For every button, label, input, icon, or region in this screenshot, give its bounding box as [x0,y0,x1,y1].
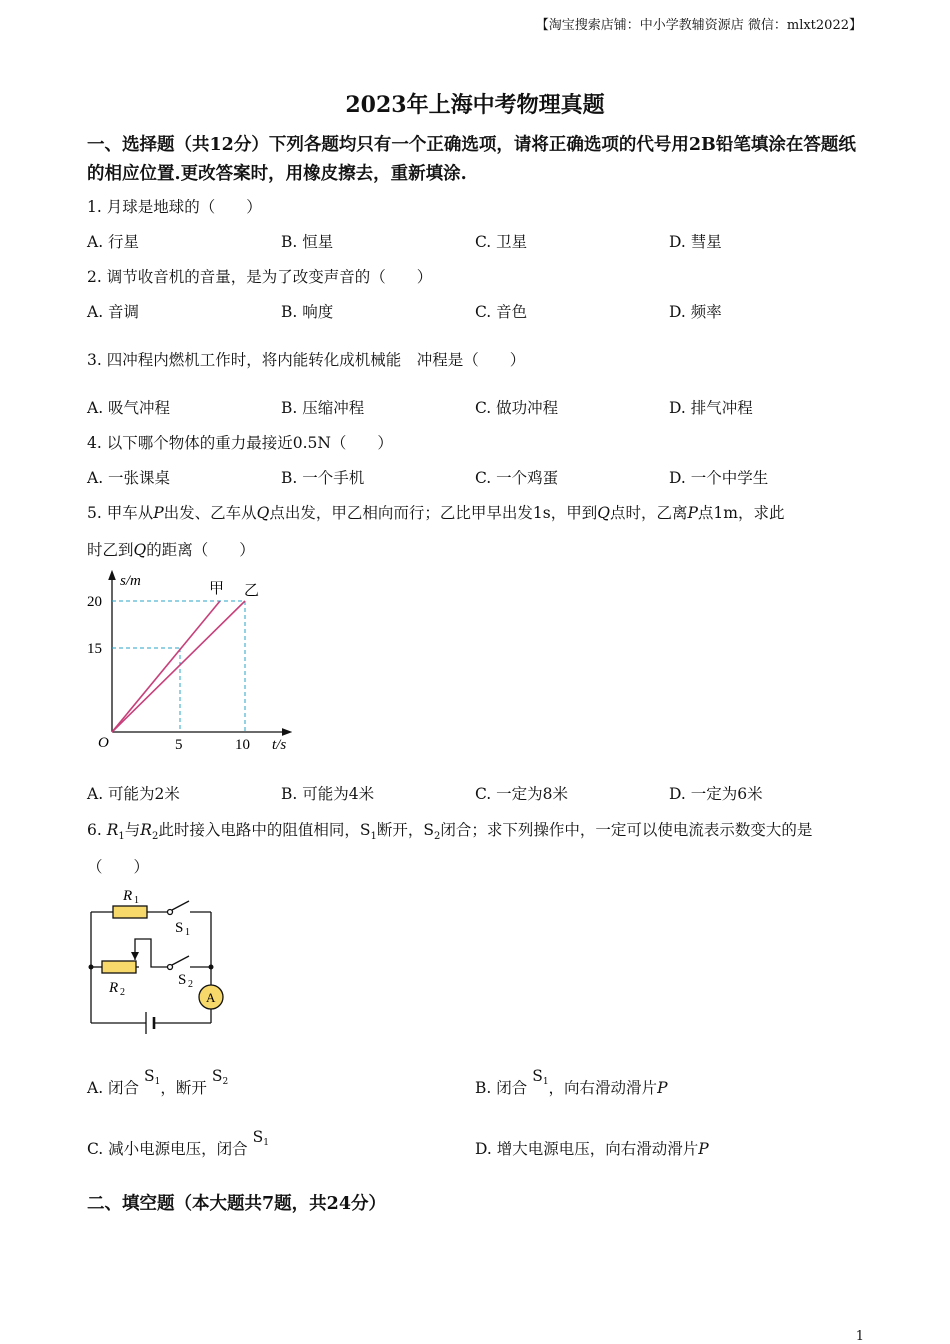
q4-option-a: A. 一张课桌 [87,469,171,487]
svg-text:2: 2 [120,987,125,998]
line-jia [112,601,220,732]
q2-option-b: B. 响度 [281,303,334,321]
q5-option-b: B. 可能为4米 [281,785,375,803]
tick-y-15: 15 [87,641,102,657]
x-axis-label: t/s [272,737,287,753]
label-r1: R [123,888,133,904]
q1-stem: 1. 月球是地球的（ ） [87,198,262,216]
page-header: 【淘宝搜索店铺：中小学教辅资源店 微信：mlxt2022】 [535,18,862,33]
tick-x-10: 10 [235,737,250,753]
q1-option-d: D. 彗星 [669,233,722,251]
switch-s1 [172,901,189,910]
svg-text:1: 1 [134,895,139,906]
label-ammeter: A [206,990,216,1005]
switch-s1-contact [168,910,173,915]
section1-heading: 一、选择题（共12分）下列各题均只有一个正确选项，请将正确选项的代号用2B铅笔填涂在答题纸的相应位置.更改答案时，用橡皮擦去，重新填涂. [87,135,856,184]
q3-option-a: A. 吸气冲程 [87,399,171,417]
q6-option-d: D. 增大电源电压，向右滑动滑片P [475,1140,709,1158]
q2-option-c: C. 音色 [475,303,528,321]
q4-stem: 4. 以下哪个物体的重力最接近0.5N（ ） [87,434,393,452]
q3-option-d: D. 排气冲程 [669,399,753,417]
tick-y-20: 20 [87,594,102,610]
line-yi [112,601,245,732]
q6-stem-line2: （ ） [87,858,150,876]
tick-x-5: 5 [175,737,183,753]
label-jia: 甲 [209,581,225,597]
q5-option-d: D. 一定为6米 [669,785,763,803]
slider-arrow [131,952,139,960]
page-number: 1 [855,1329,864,1344]
q4-option-b: B. 一个手机 [281,469,365,487]
q5-stem-line1: 5. 甲车从P出发、乙车从Q点出发，甲乙相向而行；乙比甲早出发1s，甲到Q点时，乙离P点1m，求此 [87,504,785,522]
q6-option-c: C. 减小电源电压，闭合 $S^1$ [87,1128,269,1158]
var-q: Q [256,504,270,522]
q6-option-a: A. 闭合 $S^1$，断开 $S^2$ [87,1067,229,1097]
origin-label: O [98,735,109,751]
label-s2: S [178,972,187,988]
q3-option-b: B. 压缩冲程 [281,399,365,417]
circuit-diagram [85,880,235,1040]
q3-stem: 3. 四冲程内燃机工作时，将内能转化成机械能 冲程是（ ） [87,351,526,369]
switch-s2-contact [168,965,173,970]
q6-option-b: B. 闭合 $S^1$，向右滑动滑片P [475,1067,668,1097]
resistor-r2 [102,961,136,973]
q1-option-b: B. 恒星 [281,233,334,251]
q4-option-c: C. 一个鸡蛋 [475,469,559,487]
page-title: 2023年上海中考物理真题 [345,92,605,118]
var-p: P [153,504,164,522]
q1-option-a: A. 行星 [87,233,140,251]
q5-stem-line2: 时乙到Q的距离（ ） [87,541,255,559]
q2-option-a: A. 音调 [87,303,140,321]
y-axis-label: s/m [120,573,141,589]
q4-option-d: D. 一个中学生 [669,469,769,487]
label-s1: S [175,920,184,936]
switch-s2 [172,956,189,965]
q2-option-d: D. 频率 [669,303,722,321]
svg-text:2: 2 [188,979,193,990]
svg-text:1: 1 [185,927,190,938]
q1-option-c: C. 卫星 [475,233,528,251]
resistor-r1 [113,906,147,918]
label-yi: 乙 [244,583,260,599]
q2-stem: 2. 调节收音机的音量，是为了改变声音的（ ） [87,268,433,286]
section2-heading: 二、填空题（本大题共7题，共24分） [87,1194,387,1214]
junction-left [89,965,94,970]
q3-option-c: C. 做功冲程 [475,399,559,417]
q5-option-a: A. 可能为2米 [87,785,180,803]
label-r2: R [109,980,119,996]
st-graph [85,565,305,760]
q6-stem-line1: 6. $R_1$与$R_2$此时接入电路中的阻值相同，$S_1$断开，$S_2$闭合；求下列操作中，一定可以使电流表示数变大的是 [87,821,813,843]
q5-option-c: C. 一定为8米 [475,785,569,803]
junction-right [209,965,214,970]
